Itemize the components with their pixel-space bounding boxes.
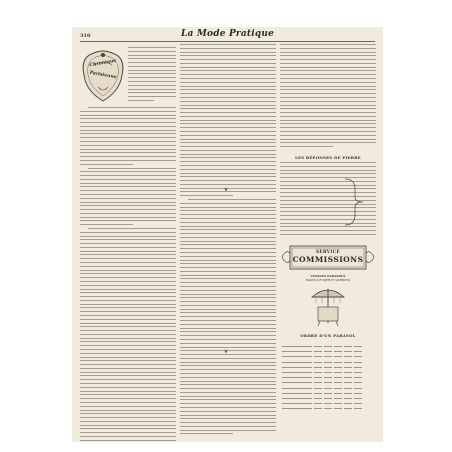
bracket-icon [343,177,367,227]
parasol-chair-icon [308,283,348,327]
decorative-bracket [343,177,367,227]
service-commissions-banner [280,245,376,270]
masthead-rule [80,41,375,42]
chronique-emblem [80,47,126,105]
service-top-label: SERVICE [315,249,341,254]
section-ornament: ❦ [224,187,229,193]
replies-heading: LES RÉPONSES DE PIERRE [295,155,361,160]
section-ornament: ❦ [224,349,229,355]
service-subtitle-2: BAINS DE MER ET JARDINS [305,278,351,282]
text-block [80,107,176,442]
page-number: 310 [80,33,91,39]
emblem-word-parisienne: Parisienne [89,70,117,81]
newspaper-page [72,27,383,442]
page-masthead: La Mode Pratique [180,29,275,39]
text-block [280,44,376,150]
price-table [282,345,374,415]
parasol-order-heading: ORDRE D'UN PARASOL [300,333,356,338]
parasol-chair-illustration [308,283,348,327]
text-block [180,44,276,437]
service-subtitle-1: CHAISES PARASOLS [310,274,346,278]
service-main-label: COMMISSIONS [292,255,364,264]
emblem-word-chronique: Chronique [89,58,117,69]
text-block [128,47,176,104]
